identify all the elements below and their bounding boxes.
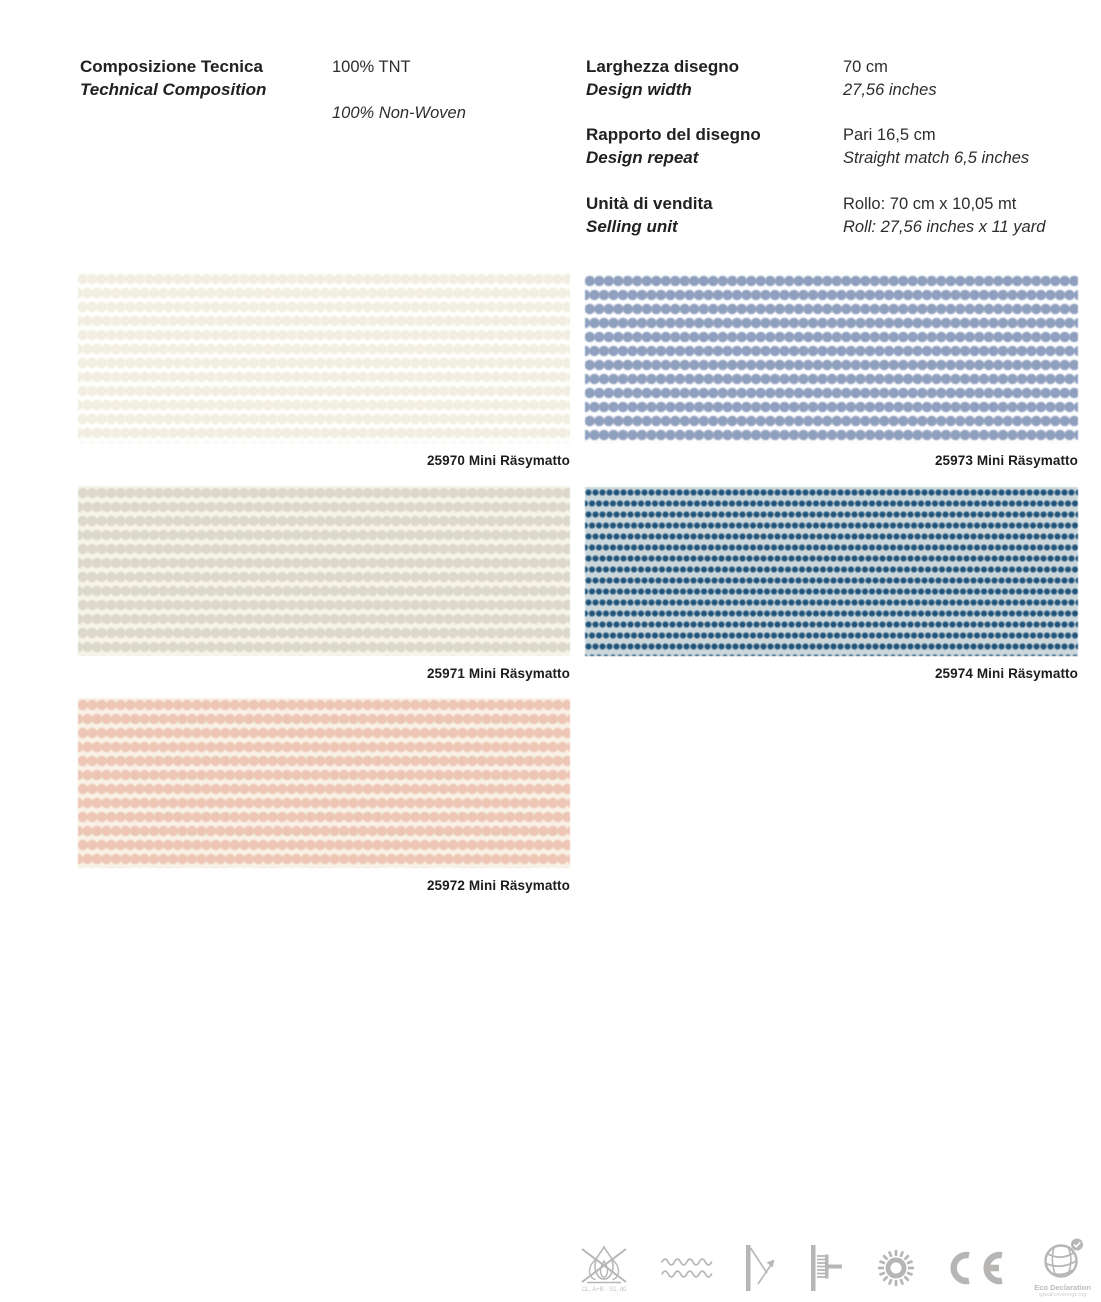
washable-waves-icon	[659, 1253, 713, 1283]
selling-unit-label-it: Unità di vendita	[586, 194, 713, 213]
fire-rating-icon	[575, 1242, 633, 1294]
composition-value-en: 100% Non-Woven	[332, 104, 466, 122]
swatch-25970-pattern	[78, 272, 570, 443]
strippable-peel-icon	[739, 1243, 779, 1293]
design-width-label-it: Larghezza disegno	[586, 57, 740, 76]
selling-unit-label-en: Selling unit	[586, 217, 678, 236]
swatch-25970	[78, 272, 570, 468]
design-width-value	[843, 56, 937, 102]
composition-label	[80, 55, 266, 101]
selling-unit-value-en: Roll: 27,56 inches x 11 yard	[843, 218, 1046, 236]
design-width-value-it: 70 cm	[843, 58, 888, 76]
selling-unit-label	[586, 192, 713, 238]
design-width-label-en: Design width	[586, 80, 692, 99]
swatch-25974-pattern	[585, 487, 1078, 656]
design-repeat-label-en: Design repeat	[586, 148, 699, 167]
swatch-25972-label: 25972 Mini Räsymatto	[426, 878, 570, 893]
composition-value-it: 100% TNT	[332, 58, 411, 76]
design-width-label	[586, 55, 739, 101]
swatch-25973	[585, 274, 1078, 468]
design-repeat-label	[586, 123, 761, 169]
eco-declaration-globe-icon	[1034, 1237, 1091, 1299]
fire-rating-caption: CL, A+B - S1, d0	[581, 1287, 627, 1293]
swatch-25971-pattern	[78, 486, 570, 656]
paste-the-wall-brush-icon	[805, 1243, 845, 1293]
design-width-value-en: 27,56 inches	[843, 81, 937, 99]
swatch-25970-label: 25970 Mini Räsymatto	[426, 453, 570, 468]
eco-declaration-subcaption: igiwallcoverings.org	[1038, 1292, 1087, 1298]
swatch-25973-pattern	[585, 274, 1078, 443]
composition-value	[332, 56, 466, 125]
swatch-25974	[585, 487, 1078, 681]
swatch-25972	[78, 698, 570, 893]
swatch-25971-label: 25971 Mini Räsymatto	[426, 666, 570, 681]
selling-unit-value	[843, 193, 1045, 239]
composition-label-it: Composizione Tecnica	[80, 57, 263, 76]
design-repeat-label-it: Rapporto del disegno	[586, 125, 761, 144]
design-repeat-value-en: Straight match 6,5 inches	[843, 149, 1030, 167]
swatch-25971	[78, 486, 570, 681]
ce-mark-icon	[946, 1251, 1008, 1285]
eco-declaration-caption: Eco Declaration	[1034, 1283, 1091, 1292]
design-repeat-value	[843, 124, 1029, 170]
swatch-25972-pattern	[78, 698, 570, 868]
swatch-25974-label: 25974 Mini Räsymatto	[934, 666, 1078, 681]
certification-icon-row	[575, 1236, 1091, 1300]
composition-label-en: Technical Composition	[80, 80, 267, 99]
swatch-25973-label: 25973 Mini Räsymatto	[934, 453, 1078, 468]
design-repeat-value-it: Pari 16,5 cm	[843, 126, 936, 144]
lightfastness-sun-icon	[871, 1243, 921, 1293]
selling-unit-value-it: Rollo: 70 cm x 10,05 mt	[843, 195, 1017, 213]
